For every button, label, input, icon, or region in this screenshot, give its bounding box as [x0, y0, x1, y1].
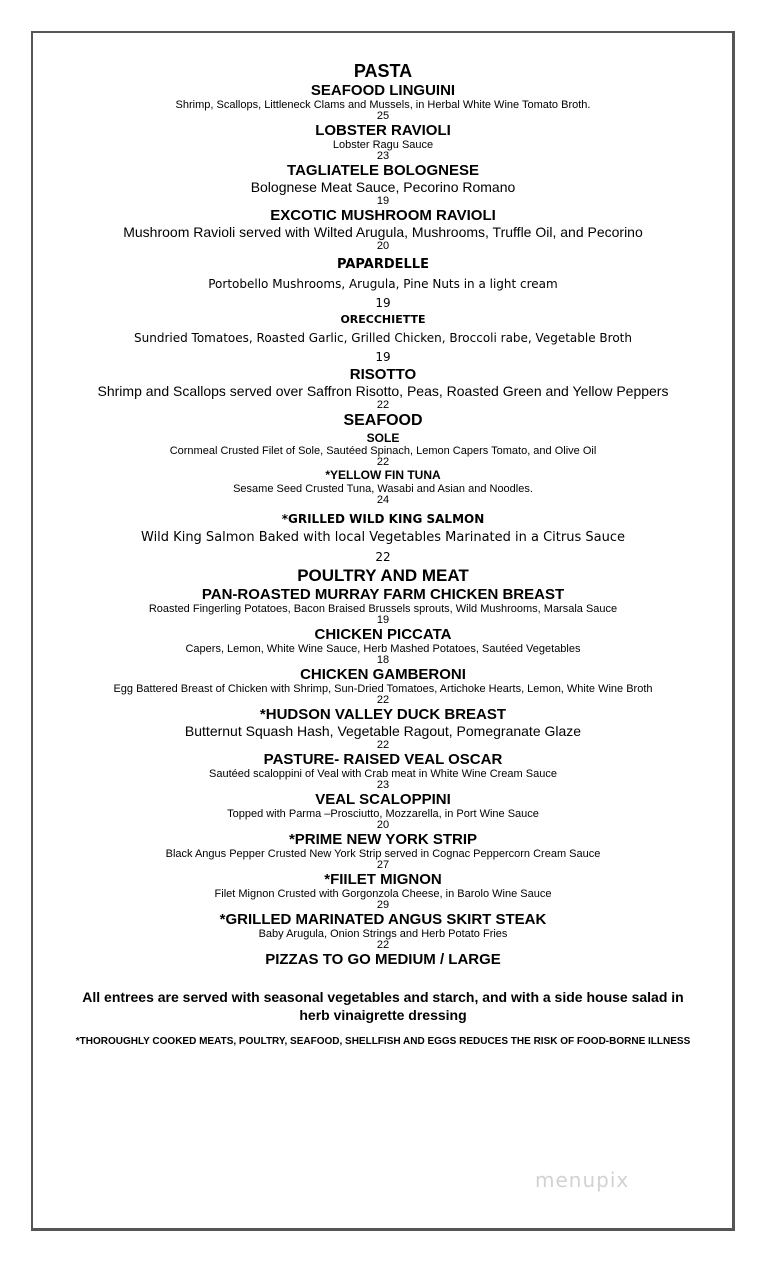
- item-description: Shrimp and Scallops served over Saffron Risotto, Peas, Roasted Green and Yellow Peppers: [97, 383, 669, 399]
- item-name: RISOTTO: [349, 366, 417, 383]
- item-description: Wild King Salmon Baked with local Vegetables Marinated in a Citrus Sauce: [141, 530, 625, 545]
- item-name: *HUDSON VALLEY DUCK BREAST: [259, 706, 507, 723]
- item-description: Bolognese Meat Sauce, Pecorino Romano: [250, 179, 516, 195]
- item-description: Capers, Lemon, White Wine Sauce, Herb Mashed Potatoes, Sautéed Vegetables: [185, 643, 581, 655]
- item-description: Topped with Parma –Prosciutto, Mozzarella, in Port Wine Sauce: [227, 808, 539, 820]
- menu-item-papardelle: [33, 256, 733, 312]
- item-description: Sesame Seed Crusted Tuna, Wasabi and Asian and Noodles.: [233, 483, 533, 495]
- item-name: *GRILLED WILD KING SALMON: [281, 512, 485, 526]
- menu-item-angus-skirt-steak: [33, 911, 733, 951]
- entrees-note: All entrees are served with seasonal vegetables and starch, and with a side house salad in herb vinaigrette dressing: [82, 989, 684, 1023]
- section-title-pasta: PASTA: [353, 61, 413, 81]
- item-description: Baby Arugula, Onion Strings and Herb Potato Fries: [258, 928, 508, 940]
- menu-item-tagliatele-bolognese: [33, 162, 733, 207]
- item-name: ORECCHIETTE: [340, 313, 426, 326]
- item-name: SOLE: [366, 431, 400, 445]
- item-price: 24: [376, 494, 390, 506]
- item-price: 23: [376, 150, 390, 162]
- item-price: 18: [376, 654, 390, 666]
- item-price: 19: [376, 195, 390, 207]
- item-description: Portobello Mushrooms, Arugula, Pine Nuts in a light cream: [208, 277, 558, 291]
- menu-item-chicken-gamberoni: [33, 666, 733, 706]
- item-description: Lobster Ragu Sauce: [332, 139, 434, 151]
- item-description: Sautéed scaloppini of Veal with Crab meat in White Wine Cream Sauce: [209, 768, 557, 780]
- item-price: 22: [376, 456, 390, 468]
- item-description: Shrimp, Scallops, Littleneck Clams and Mussels, in Herbal White Wine Tomato Broth.: [175, 99, 591, 111]
- menu-item-yellow-fin-tuna: [33, 468, 733, 506]
- menu-item-filet-mignon: [33, 871, 733, 911]
- item-name: VEAL SCALOPPINI: [315, 791, 451, 808]
- menu-page: [33, 60, 733, 1049]
- item-name: EXCOTIC MUSHROOM RAVIOLI: [270, 207, 496, 224]
- menupix-watermark: menupix: [535, 1168, 630, 1192]
- item-description: Roasted Fingerling Potatoes, Bacon Braised Brussels sprouts, Wild Mushrooms, Marsala Sauce: [148, 603, 618, 615]
- section-title-poultry-and-meat: POULTRY AND MEAT: [297, 566, 469, 585]
- item-name: *GRILLED MARINATED ANGUS SKIRT STEAK: [219, 911, 547, 928]
- menu-item-sole: [33, 431, 733, 468]
- item-description: Filet Mignon Crusted with Gorgonzola Cheese, in Barolo Wine Sauce: [214, 888, 552, 900]
- menu-item-hudson-valley-duck-breast: [33, 706, 733, 751]
- item-price: 19: [375, 296, 391, 310]
- item-name: *FIILET MIGNON: [324, 871, 442, 888]
- item-name: CHICKEN PICCATA: [314, 626, 452, 643]
- item-price: 20: [376, 240, 390, 252]
- item-name: TAGLIATELE BOLOGNESE: [287, 162, 479, 179]
- menu-item-risotto: [33, 366, 733, 411]
- item-price: 22: [376, 739, 390, 751]
- menu-item-pan-roasted-chicken: [33, 586, 733, 626]
- item-name: PASTURE- RAISED VEAL OSCAR: [263, 751, 503, 768]
- menu-item-prime-new-york-strip: [33, 831, 733, 871]
- item-price: 22: [376, 694, 390, 706]
- item-price: 29: [376, 899, 390, 911]
- item-name: SEAFOOD LINGUINI: [310, 82, 456, 99]
- item-description: Egg Battered Breast of Chicken with Shrimp, Sun-Dried Tomatoes, Artichoke Hearts, Lemon, White Wine Broth: [113, 683, 653, 695]
- menu-item-chicken-piccata: [33, 626, 733, 666]
- item-name: PAPARDELLE: [337, 257, 429, 272]
- item-name: CHICKEN GAMBERONI: [300, 666, 466, 683]
- item-description: Black Angus Pepper Crusted New York Strip served in Cognac Peppercorn Cream Sauce: [165, 848, 601, 860]
- item-name: *PRIME NEW YORK STRIP: [288, 831, 478, 848]
- menu-item-veal-scaloppini: [33, 791, 733, 831]
- item-name: *YELLOW FIN TUNA: [325, 468, 441, 482]
- menu-item-lobster-ravioli: [33, 122, 733, 162]
- item-name: PAN-ROASTED MURRAY FARM CHICKEN BREAST: [201, 586, 565, 603]
- item-description: Butternut Squash Hash, Vegetable Ragout, Pomegranate Glaze: [184, 723, 582, 739]
- item-price: 19: [376, 614, 390, 626]
- item-description: Cornmeal Crusted Filet of Sole, Sautéed Spinach, Lemon Capers Tomato, and Olive Oil: [169, 445, 597, 457]
- menu-item-seafood-linguini: [33, 82, 733, 122]
- item-price: 19: [375, 350, 391, 364]
- section-title-seafood: SEAFOOD: [343, 412, 423, 429]
- item-price: 25: [376, 110, 390, 122]
- item-price: 22: [376, 939, 390, 951]
- menu-item-orecchiette: [33, 312, 733, 366]
- item-price: 22: [375, 550, 391, 564]
- item-price: 27: [376, 859, 390, 871]
- item-description: Sundried Tomatoes, Roasted Garlic, Grilled Chicken, Broccoli rabe, Vegetable Broth: [134, 331, 632, 345]
- item-price: 23: [376, 779, 390, 791]
- item-description: Mushroom Ravioli served with Wilted Arugula, Mushrooms, Truffle Oil, and Pecorino: [123, 224, 643, 240]
- item-price: 20: [376, 819, 390, 831]
- menu-item-excotic-mushroom-ravioli: [33, 207, 733, 252]
- menu-item-grilled-wild-king-salmon: [33, 510, 733, 566]
- item-name: LOBSTER RAVIOLI: [315, 122, 451, 139]
- item-price: 22: [376, 399, 390, 411]
- menu-item-veal-oscar: [33, 751, 733, 791]
- food-safety-disclaimer: *THOROUGHLY COOKED MEATS, POULTRY, SEAFOOD, SHELLFISH AND EGGS REDUCES THE RISK OF FOOD-BORNE ILLNESS: [75, 1036, 691, 1047]
- pizzas-to-go-heading: PIZZAS TO GO MEDIUM / LARGE: [265, 951, 501, 968]
